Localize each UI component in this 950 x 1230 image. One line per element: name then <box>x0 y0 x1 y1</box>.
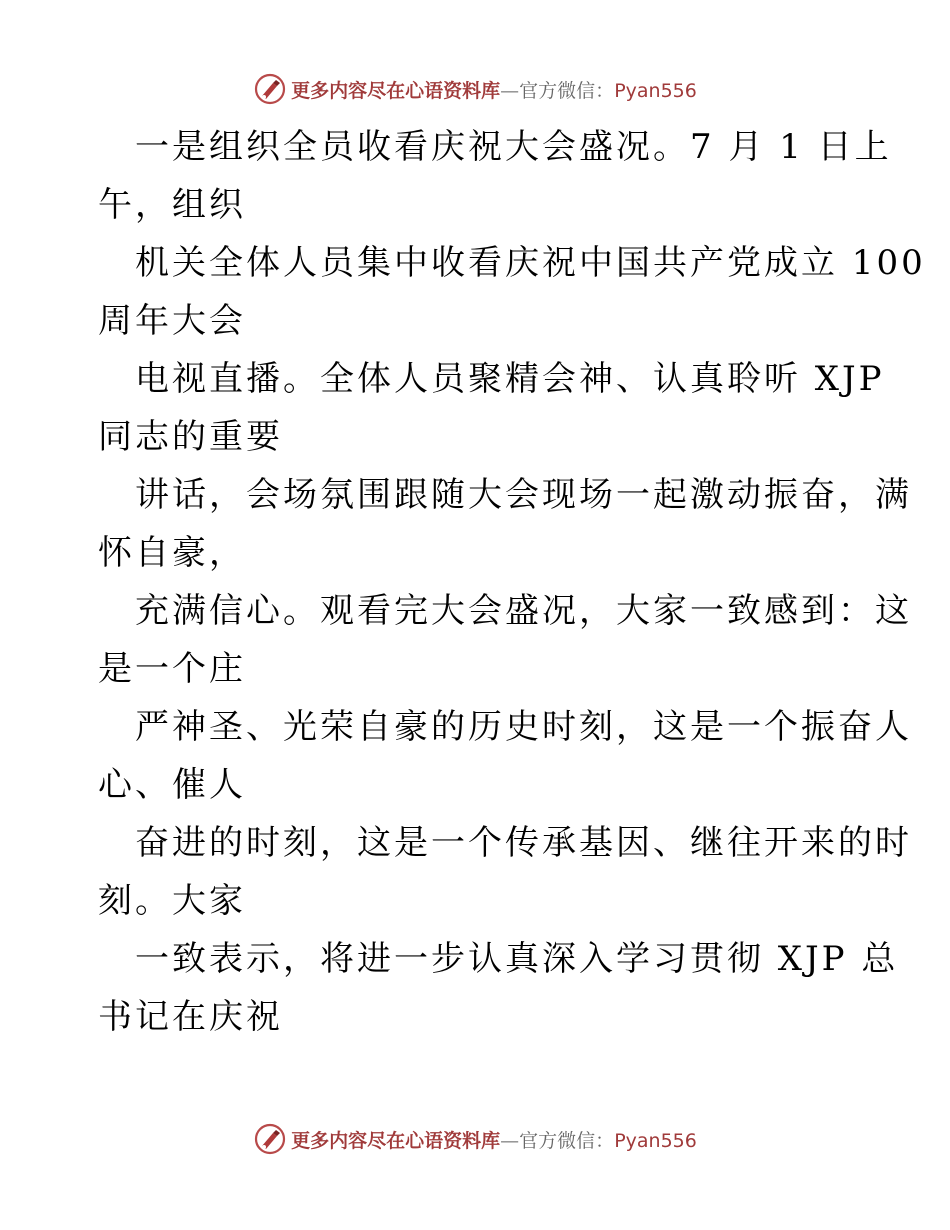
watermark-separator: — <box>500 1129 520 1152</box>
footer-watermark <box>0 1122 950 1156</box>
text-line: 电视直播。全体人员聚精会神、认真聆听 XJP <box>135 359 885 399</box>
document-body <box>98 118 926 1046</box>
pen-nib-logo-icon <box>253 72 287 106</box>
wechat-label: 官方微信： <box>519 79 615 102</box>
wechat-id: Pyan556 <box>614 1129 697 1152</box>
watermark-text <box>291 1126 697 1153</box>
text-line: 机关全体人员集中收看庆祝中国共产党成立 100 <box>135 243 926 283</box>
text-line: 午，组织 <box>98 185 246 225</box>
text-line: 周年大会 <box>98 301 246 341</box>
text-line: 严神圣、光荣自豪的历史时刻，这是一个振奋人 <box>135 707 912 747</box>
text-line: 怀自豪， <box>98 533 246 573</box>
watermark-text <box>291 76 697 103</box>
text-line: 一是组织全员收看庆祝大会盛况。7 月 1 日上 <box>135 127 892 167</box>
text-line: 奋进的时刻，这是一个传承基因、继往开来的时 <box>135 823 912 863</box>
text-line: 是一个庄 <box>98 649 246 689</box>
watermark-title: 更多内容尽在心语资料库 <box>291 1129 501 1152</box>
wechat-id: Pyan556 <box>614 79 697 102</box>
text-line: 一致表示，将进一步认真深入学习贯彻 XJP 总 <box>135 939 899 979</box>
wechat-label: 官方微信： <box>519 1129 615 1152</box>
text-line: 心、催人 <box>98 765 246 805</box>
header-watermark <box>0 72 950 106</box>
text-line: 充满信心。观看完大会盛况，大家一致感到：这 <box>135 591 912 631</box>
text-line: 书记在庆祝 <box>98 997 283 1037</box>
text-line: 刻。大家 <box>98 881 246 921</box>
text-line: 讲话，会场氛围跟随大会现场一起激动振奋，满 <box>135 475 912 515</box>
watermark-separator: — <box>500 79 520 102</box>
watermark-title: 更多内容尽在心语资料库 <box>291 79 501 102</box>
text-line: 同志的重要 <box>98 417 283 457</box>
pen-nib-logo-icon <box>253 1122 287 1156</box>
